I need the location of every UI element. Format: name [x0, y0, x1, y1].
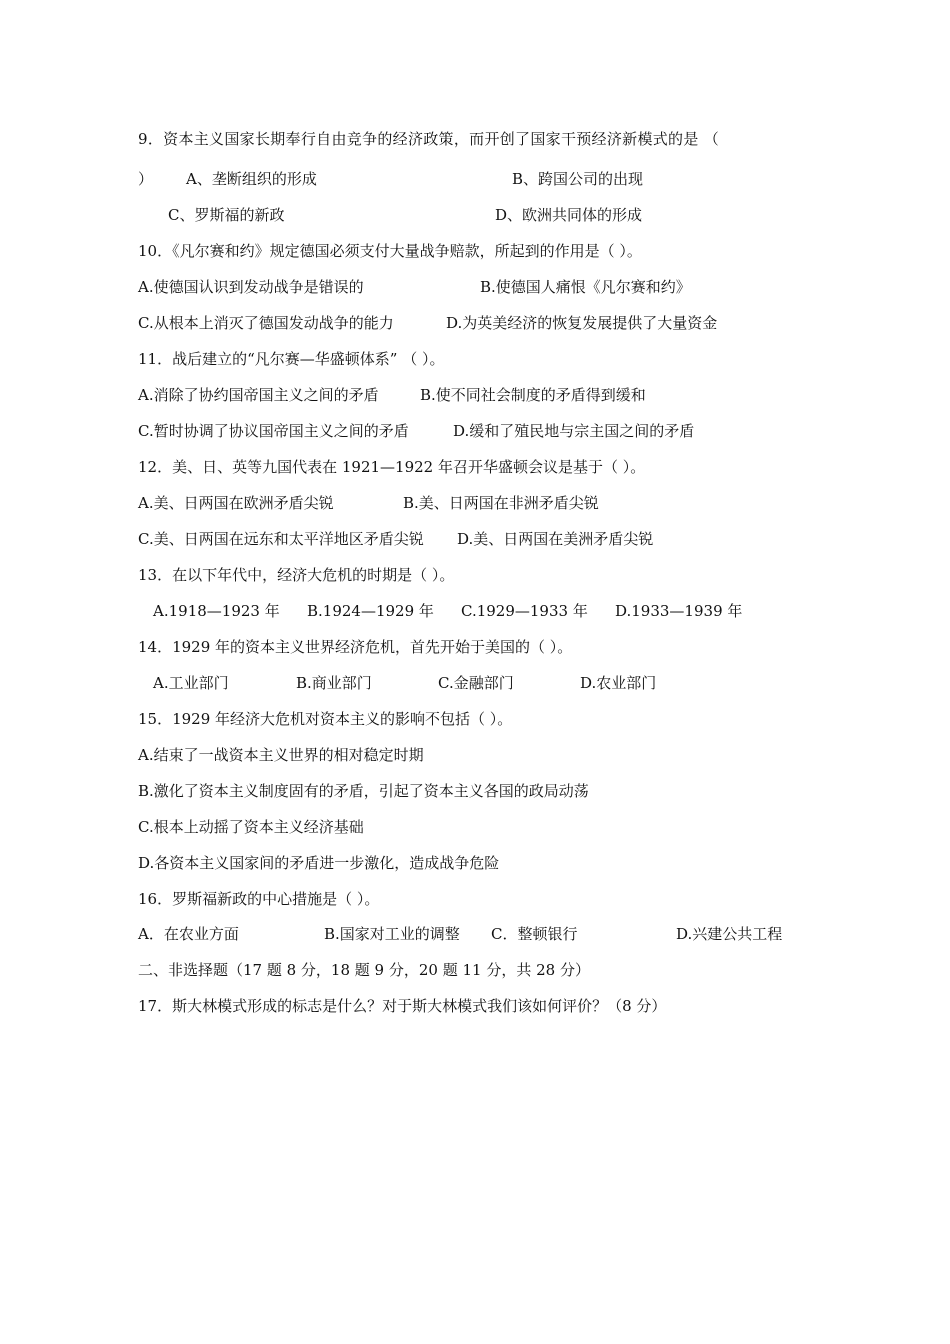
question-15-option-a: A.结束了一战资本主义世界的相对稳定时期	[138, 746, 424, 764]
question-10-option-c: C.从根本上消灭了德国发动战争的能力	[138, 314, 394, 332]
question-16-option-d: D.兴建公共工程	[676, 925, 783, 943]
question-11-option-b: B.使不同社会制度的矛盾得到缓和	[420, 386, 646, 404]
question-11-option-d: D.缓和了殖民地与宗主国之间的矛盾	[453, 422, 695, 440]
question-10-option-a: A.使德国认识到发动战争是错误的	[138, 278, 364, 296]
question-11-option-a: A.消除了协约国帝国主义之间的矛盾	[138, 386, 379, 404]
question-15-option-b: B.激化了资本主义制度固有的矛盾，引起了资本主义各国的政局动荡	[138, 782, 589, 800]
question-17-stem: 17．斯大林模式形成的标志是什么？对于斯大林模式我们该如何评价？（8 分）	[138, 997, 667, 1015]
question-12-stem: 12．美、日、英等九国代表在 1921—1922 年召开华盛顿会议是基于（ ）。	[138, 458, 646, 476]
question-13-stem: 13．在以下年代中，经济大危机的时期是（ ）。	[138, 566, 455, 584]
question-12-option-b: B.美、日两国在非洲矛盾尖锐	[403, 494, 599, 512]
question-12-option-c: C.美、日两国在远东和太平洋地区矛盾尖锐	[138, 530, 424, 548]
question-9-stem: 9．资本主义国家长期奉行自由竞争的经济政策，而开创了国家干预经济新模式的是 （	[138, 130, 720, 148]
question-15-option-c: C.根本上动摇了资本主义经济基础	[138, 818, 364, 836]
section-2-heading: 二、非选择题（17 题 8 分，18 题 9 分，20 题 11 分，共 28 分）	[138, 961, 590, 979]
question-11-option-c: C.暂时协调了协议国帝国主义之间的矛盾	[138, 422, 409, 440]
question-12-option-a: A.美、日两国在欧洲矛盾尖锐	[138, 494, 334, 512]
question-9-option-d: D、欧洲共同体的形成	[495, 206, 643, 224]
question-14-option-a: A.工业部门	[153, 674, 229, 692]
question-9-option-c: C、罗斯福的新政	[168, 206, 285, 224]
question-14-stem: 14．1929 年的资本主义世界经济危机，首先开始于美国的（ ）。	[138, 638, 573, 656]
question-14-option-b: B.商业部门	[296, 674, 372, 692]
question-13-option-a: A.1918—1923 年	[153, 602, 280, 620]
question-10-option-d: D.为英美经济的恢复发展提供了大量资金	[446, 314, 718, 332]
question-9-close-paren: ）	[138, 170, 154, 188]
question-13-option-d: D.1933—1939 年	[615, 602, 743, 620]
question-14-option-c: C.金融部门	[438, 674, 514, 692]
question-16-option-c: C．整顿银行	[491, 925, 578, 943]
question-9-option-a: A、垄断组织的形成	[186, 170, 317, 188]
question-15-option-d: D.各资本主义国家间的矛盾进一步激化，造成战争危险	[138, 854, 500, 872]
question-13-option-c: C.1929—1933 年	[461, 602, 588, 620]
question-15-stem: 15．1929 年经济大危机对资本主义的影响不包括（ ）。	[138, 710, 513, 728]
question-16-option-b: B.国家对工业的调整	[324, 925, 460, 943]
question-10-stem: 10．《凡尔赛和约》规定德国必须支付大量战争赔款，所起到的作用是（ ）。	[138, 242, 642, 260]
question-16-stem: 16．罗斯福新政的中心措施是（ ）。	[138, 890, 380, 908]
question-11-stem: 11．战后建立的“凡尔赛—华盛顿体系” （ ）。	[138, 350, 445, 368]
question-16-option-a: A．在农业方面	[138, 925, 239, 943]
question-9-option-b: B、跨国公司的出现	[512, 170, 644, 188]
question-12-option-d: D.美、日两国在美洲矛盾尖锐	[457, 530, 654, 548]
question-10-option-b: B.使德国人痛恨《凡尔赛和约》	[480, 278, 691, 296]
question-14-option-d: D.农业部门	[580, 674, 657, 692]
question-13-option-b: B.1924—1929 年	[307, 602, 434, 620]
